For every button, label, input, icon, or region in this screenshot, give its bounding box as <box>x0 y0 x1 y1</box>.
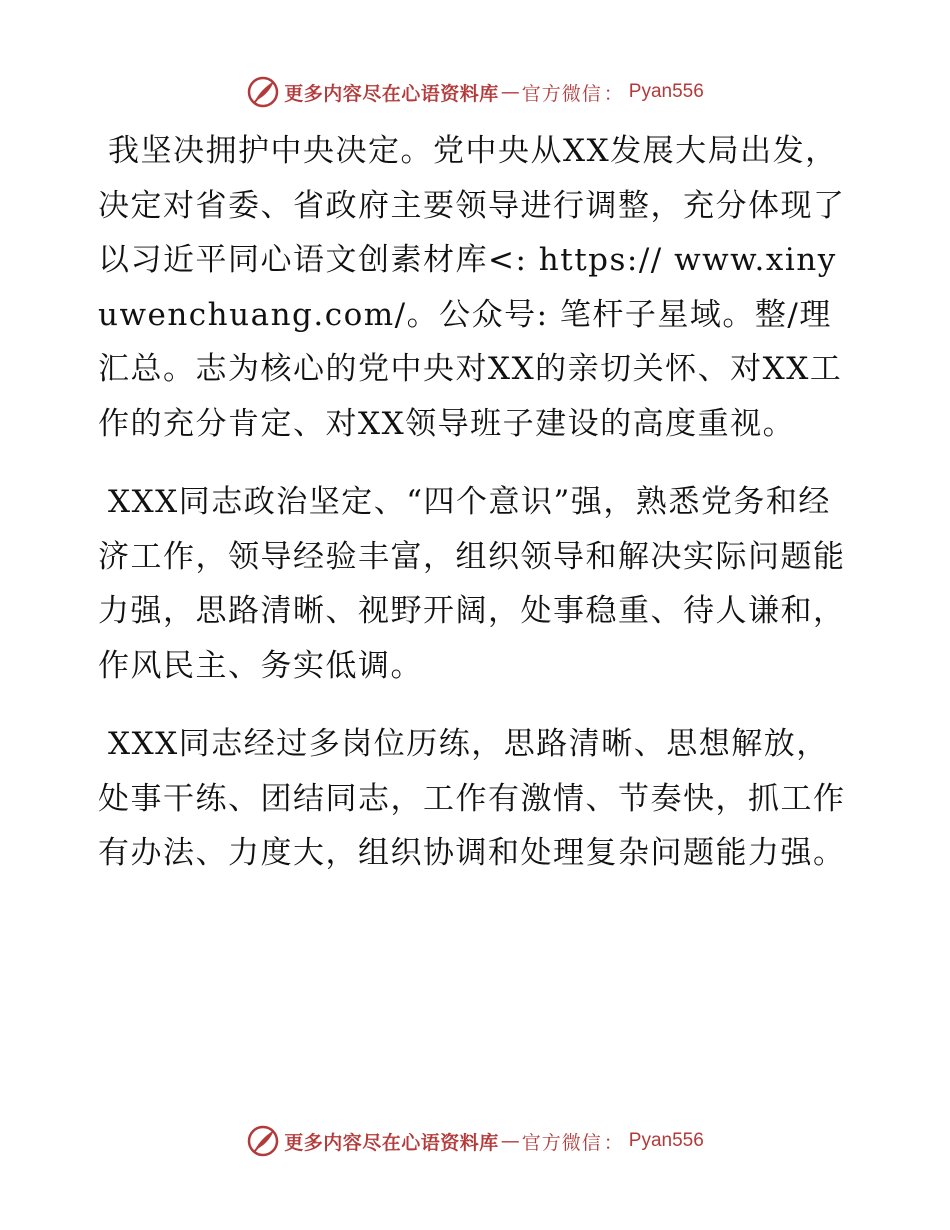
document-body <box>98 124 858 905</box>
footer-banner <box>0 1121 950 1161</box>
banner-dash: — <box>500 1130 520 1152</box>
banner-wechat-handle: Pyan556 <box>628 1130 704 1151</box>
banner-wechat-handle: Pyan556 <box>628 81 704 102</box>
header-banner <box>0 72 950 112</box>
banner-wechat-label: 官方微信 <box>521 82 602 105</box>
banner-wechat-label: 官方微信 <box>521 1131 602 1154</box>
quill-pen-logo-icon <box>246 1124 280 1158</box>
banner-brand-text: 更多内容尽在心语资料库 <box>284 82 499 105</box>
banner-separator: ： <box>603 82 623 105</box>
banner-separator: ： <box>603 1131 623 1154</box>
banner-brand-text: 更多内容尽在心语资料库 <box>284 1131 499 1154</box>
quill-pen-logo-icon <box>246 75 280 109</box>
paragraph: XXX同志经过多岗位历练，思路清晰、思想解放，处事干练、团结同志，工作有激情、节奏快，抓工作有办法、力度大，组织协调和处理复杂问题能力强。 <box>98 726 846 871</box>
paragraph: 我坚决拥护中央决定。党中央从XX发展大局出发，决定对省委、省政府主要领导进行调整，充分体现了以习近平同心语文创素材库<: https:// www.xinyuwenchuang.com/。公众号: 笔杆子星域。整/理汇总。志为核心的党中央对XX的亲切关怀、对XX工作的充分肯定、对XX领导班子建设的高度重视。 <box>98 133 846 442</box>
banner-dash: — <box>500 81 520 103</box>
paragraph: XXX同志政治坚定、“四个意识”强，熟悉党务和经济工作，领导经验丰富，组织领导和解决实际问题能力强，思路清晰、视野开阔，处事稳重、待人谦和，作风民主、务实低调。 <box>98 484 846 684</box>
